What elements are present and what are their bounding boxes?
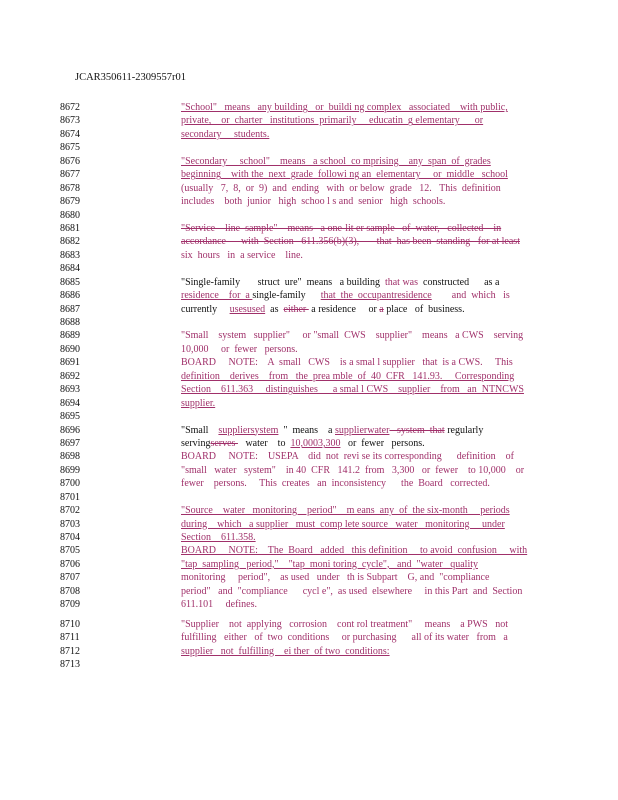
line-number: 8675 [60, 142, 80, 154]
text-line [181, 235, 537, 248]
text-line [181, 658, 537, 671]
line-number: 8673 [60, 115, 80, 127]
text-line [181, 504, 537, 517]
line-number: 8691 [60, 357, 80, 369]
inserted-text: 10,000 or fewer persons. [181, 343, 298, 355]
inserted-text: supplier not fulfilling ei ther of two conditions: [181, 645, 390, 657]
inserted-text: BOARD NOTE: The Board added this definition to avoid confusion with [181, 545, 528, 557]
inserted-text: (usually 7, 8, or 9) and ending with or below grade 12. This definition [181, 182, 501, 194]
text-segment: or fewer persons. [340, 437, 425, 449]
inserted-text: Section 611.358. [181, 532, 256, 543]
text-segment: " means a [278, 424, 335, 436]
text-line [181, 343, 537, 356]
line-number: 8687 [60, 303, 80, 315]
inserted-text: suppliersystem [218, 424, 279, 436]
text-line [181, 491, 537, 504]
text-line [181, 383, 537, 396]
line-number: 8706 [60, 558, 80, 570]
inserted-text: fewer persons. This creates an inconsistency the Board corrected. [181, 478, 490, 490]
line-number: 8703 [60, 518, 80, 530]
text-line [181, 598, 537, 611]
inserted-text: fulfilling either of two conditions or purchasing all of its water from a [181, 632, 508, 644]
document-id: JCAR350611-2309557r01 [75, 72, 187, 83]
text-line [181, 276, 537, 289]
inserted-text: residence for a [181, 290, 253, 302]
text-segment: currently [181, 303, 230, 315]
line-number: 8700 [60, 478, 80, 490]
line-number: 8690 [60, 343, 80, 355]
line-number: 8677 [60, 169, 80, 181]
text-line [181, 316, 537, 329]
text-line [181, 544, 537, 557]
inserted-text: BOARD NOTE: A small CWS is a smal l supplier that is a CWS. This [181, 357, 513, 369]
line-number: 8693 [60, 384, 80, 396]
line-number: 8681 [60, 222, 80, 234]
text-line [181, 558, 537, 571]
inserted-text: usesused [229, 303, 266, 315]
line-number: 8699 [60, 464, 80, 476]
document-body [181, 101, 537, 671]
line-number: 8701 [60, 491, 80, 503]
line-number: 8695 [60, 411, 80, 423]
line-number: 8686 [60, 290, 80, 302]
inserted-text: Section 611.363 distinguishes a smal l CWS supplier from an NTNCWS [181, 384, 524, 396]
inserted-text: beginning with the next grade followi ng an elementary or middle school [181, 169, 508, 181]
inserted-text: that was [384, 276, 421, 288]
line-number: 8680 [60, 209, 80, 221]
text-line [181, 289, 537, 302]
text-line [181, 410, 537, 423]
text-line [181, 531, 537, 544]
line-number: 8702 [60, 505, 80, 517]
line-number: 8684 [60, 263, 80, 275]
line-number: 8683 [60, 249, 80, 261]
deleted-text: a [379, 303, 384, 315]
text-segment: single-family [252, 290, 321, 302]
line-number: 8711 [60, 632, 80, 644]
inserted-text: supplier. [181, 397, 216, 409]
inserted-text: that the occupantresidence [320, 290, 432, 302]
inserted-text: "small water system" in 40 CFR 141.2 from 3,300 or fewer to 10,000 or [181, 464, 525, 476]
line-number-column [60, 101, 100, 671]
text-line [181, 329, 537, 342]
line-number: 8704 [60, 532, 80, 543]
line-number: 8710 [60, 618, 80, 630]
text-line [181, 618, 537, 631]
text-line [181, 141, 537, 154]
inserted-text: definition derives from the prea mble of 40 CFR 141.93. Corresponding [181, 370, 515, 382]
line-number: 8713 [60, 658, 80, 670]
line-number: 8698 [60, 451, 80, 463]
text-segment: "Small [181, 424, 219, 436]
text-line [181, 397, 537, 410]
text-line [181, 195, 537, 208]
line-number: 8685 [60, 276, 80, 288]
text-segment: a residence or [308, 303, 380, 315]
inserted-text: supplierwater [335, 424, 390, 436]
text-segment: place of business. [383, 303, 465, 315]
inserted-text: "School" means any building or buildi ng complex associated with public, [181, 102, 508, 113]
text-line [181, 182, 537, 195]
text-line [181, 101, 537, 114]
text-line [181, 571, 537, 584]
text-line [181, 464, 537, 477]
line-number: 8688 [60, 317, 80, 328]
text-line [181, 303, 537, 316]
line-number: 8696 [60, 424, 80, 436]
deleted-text: "Service line sample" means a one-lit er sample of water, collected in [181, 222, 502, 234]
inserted-text: "Source water monitoring period" m eans any of the six-month periods [181, 505, 510, 517]
text-segment: "Single-family struct ure" means a building [181, 276, 385, 288]
text-line [181, 222, 537, 235]
line-number: 8697 [60, 437, 80, 449]
text-line [181, 437, 537, 450]
text-line [181, 370, 537, 383]
inserted-text: monitoring period", as used under th is Subpart G, and "compliance [181, 572, 490, 584]
inserted-text: and which is [431, 290, 510, 302]
line-number: 8705 [60, 545, 80, 557]
line-number: 8712 [60, 645, 80, 657]
inserted-text: "Secondary school" means a school co mprising any span of grades [181, 155, 491, 167]
line-number: 8682 [60, 236, 80, 248]
text-segment: as [265, 303, 284, 315]
inserted-text: "Small system supplier" or "small CWS supplier" means a CWS serving [181, 330, 524, 342]
line-number: 8676 [60, 155, 80, 167]
line-number: 8709 [60, 599, 80, 611]
inserted-text: secondary students. [181, 128, 270, 140]
inserted-text: BOARD NOTE: USEPA did not revi se its corresponding definition of [181, 451, 514, 463]
line-number: 8689 [60, 330, 80, 342]
deleted-text: either [283, 303, 309, 315]
text-line [181, 645, 537, 658]
line-number: 8708 [60, 585, 80, 597]
text-line [181, 518, 537, 531]
line-number: 8692 [60, 370, 80, 382]
text-line [181, 477, 537, 490]
deleted-text: serves [210, 437, 238, 449]
inserted-text: "tap sampling period," "tap moni toring cycle", and "water quality [181, 558, 479, 570]
text-line [181, 424, 537, 437]
text-line [181, 114, 537, 127]
text-line [181, 128, 537, 141]
line-number: 8672 [60, 102, 80, 113]
text-line [181, 262, 537, 275]
text-segment: serving [181, 437, 211, 449]
deleted-text: system that [389, 424, 445, 436]
text-line [181, 155, 537, 168]
text-segment: water to [237, 437, 291, 449]
inserted-text: period" and "compliance cycl e", as used elsewhere in this Part and Section [181, 585, 523, 597]
inserted-text: six hours in a service line. [181, 249, 303, 261]
inserted-text: 10,0003,300 [290, 437, 341, 449]
line-number: 8679 [60, 196, 80, 208]
deleted-text: accordance with Section 611.356(b)(3), that has been standing for at least [181, 236, 520, 248]
text-segment: constructed as a [420, 276, 500, 288]
inserted-text: "Supplier not applying corrosion cont rol treatment" means a PWS not [181, 618, 509, 630]
text-line [181, 209, 537, 222]
inserted-text: 611.101 defines. [181, 599, 258, 611]
line-number: 8707 [60, 572, 80, 584]
inserted-text: includes both junior high schoo l s and senior high schools. [181, 196, 446, 208]
inserted-text: private, or charter institutions primarily educatin g elementary or [181, 115, 484, 127]
text-line [181, 249, 537, 262]
text-segment: regularly [444, 424, 484, 436]
text-line [181, 450, 537, 463]
text-line [181, 356, 537, 369]
inserted-text: during which a supplier must comp lete source water monitoring under [181, 518, 505, 530]
line-number: 8694 [60, 397, 80, 409]
text-line [181, 168, 537, 181]
line-number: 8678 [60, 182, 80, 194]
text-line [181, 585, 537, 598]
line-number: 8674 [60, 128, 80, 140]
text-line [181, 631, 537, 644]
